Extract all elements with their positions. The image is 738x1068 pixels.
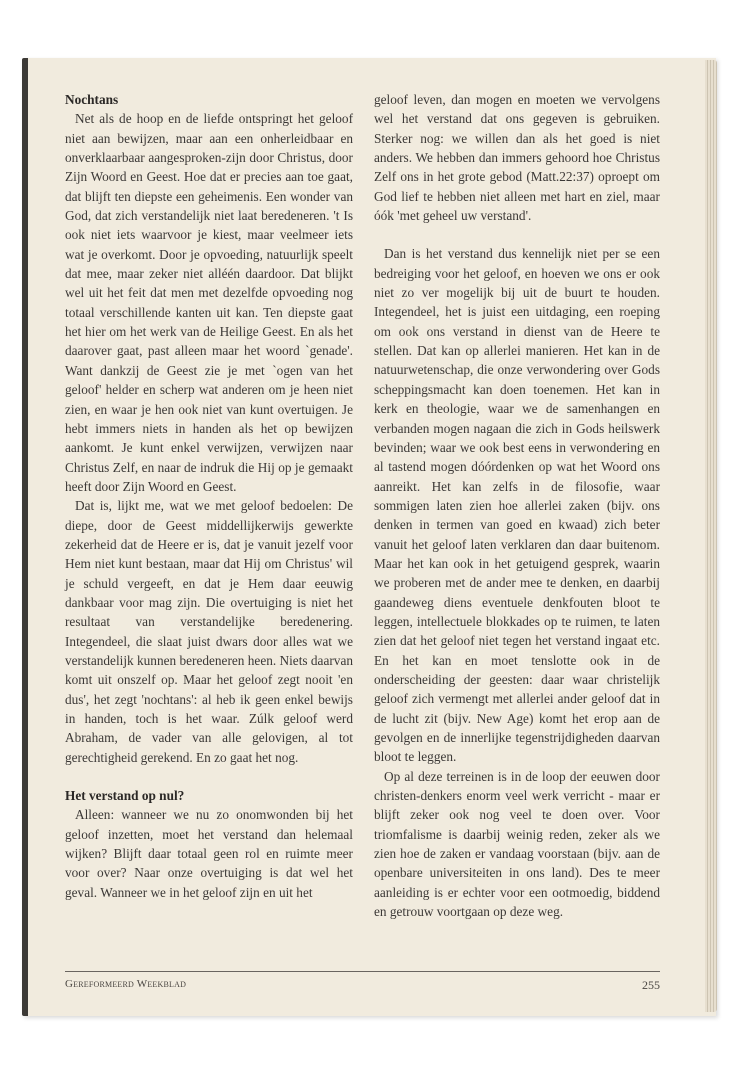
paragraph: Net als de hoop en de liefde ontspringt het geloof niet aan bewijzen, maar aan een onherleidbaar en onverklaarbaar aangesproken-zijn door Christus, door Zijn Woord en Geest. Hoe dat er precies aan toe gaat, dat blijft ten diepste een geheimenis. Een wonder van God, dat zich verstandelijk niet laat beredeneren. 't Is ook niet iets waarvoor je kiest, maar veelmeer iets wat je overkomt. Door je opvoeding, natuurlijk speelt dat mee, maar zeker niet alléén daardoor. Dat blijkt wel uit het feit dat men met dezelfde opvoeding nog totaal verschillende kanten uit kan. Ten diepste gaat het hier om het werk van de Heilige Geest. En als het daarover gaat, past alleen maar het woord `genade'. Want dankzij de Geest zie je met `ogen van het geloof' helder en scherp wat anderen om je heen niet zien, en waar je hen ook niet van kunt overtuigen. Je hebt immers niets in handen als het op bewijzen aankomt. Je kunt enkel verwijzen, verwijzen naar Christus Zelf, en naar de indruk die Hij op je gemaakt heeft door Zijn Woord en Geest.	[65, 111, 353, 494]
page-edge-stack	[705, 60, 717, 1012]
paragraph: Dat is, lijkt me, wat we met geloof bedoelen: De diepe, door de Geest middellijkerwijs gewerkte zekerheid dat de Heere er is, dat je vanuit jezelf voor Hem niet kunt bestaan, maar dat Hij om Christus' wil je schuld vergeeft, en dat je Hem daar eeuwig dankbaar voor mag zijn. Die overtuiging is niet het resultaat van verstandelijke beredenering. Integendeel, die slaat juist dwars door alles wat we verstandelijk kunnen beredeneren heen. Niets daarvan komt uit onszelf op. Maar het geloof zegt nooit 'en dus', het zegt 'nochtans': al heb ik geen enkel bewijs in handen, toch is het waar. Zúlk geloof werd Abraham, de vader van alle gelovigen, al tot gerechtigheid gerekend. En zo gaat het nog.	[65, 498, 353, 765]
paragraph: Op al deze terreinen is in de loop der eeuwen door christen-denkers enorm veel werk verricht - maar er blijft zeker ook nog veel te doen over. Voor triomfalisme is daarbij weinig reden, zeker als we zien hoe de zaken er vandaag voorstaan (bijv. aan de openbare universiteiten in ons land). Des te meer aanleiding is er echter voor een ootmoedig, biddend en getrouw voortgaan op deze weg.	[374, 768, 660, 920]
footer-page-number: 255	[642, 978, 660, 992]
paragraph: Dan is het verstand dus kennelijk niet per se een bedreiging voor het geloof, en hoeven we ons er ook niet zo ver mogelijk bij uit de buurt te houden. Integendeel, het is juist een uitdaging, een roeping om ook ons verstand in dienst van de Heere te stellen. Dat kan op allerlei manieren. Het kan in de natuurwetenschap, die onze verwondering over Gods scheppingsmacht kan doen toenemen. Het kan in kerk en theologie, waar we de samenhangen en verbanden mogen nagaan die zich in Gods heilswerk bevinden; waar we ook best eens in verwondering en al tastend mogen dóórdenken op wat het Woord ons aanreikt. Het kan zelfs in de filosofie, waar sommigen laten zien hoe allerlei zaken (bijv. ons denken in termen van goed en kwaad) zich beter vanuit het geloof laten verklaren dan daar buitenom. Maar het kan ook in het getuigend gesprek, waarin we proberen met de ander mee te denken, en daarbij gaandeweg diens eventuele denkfouten bloot te leggen, intellectuele blokkades op te ruimen, te laten zien dat het geloof niet tegen het verstand ingaat etc. En het kan en moet tenslotte ook in de onderscheiding der geesten: daar waar christelijk geloof zich vermengt met allerlei ander geloof dat in de lucht zit (bijv. New Age) komt het erop aan de gevolgen en de innerlijke tegenstrijdigheden daarvan bloot te leggen.	[374, 246, 660, 765]
section-heading-verstand: Het verstand op nul?	[65, 788, 185, 804]
footer-publication: Gereformeerd Weekblad	[65, 978, 187, 990]
footer-rule	[65, 971, 660, 972]
paragraph: geloof leven, dan mogen en moeten we vervolgens wel het verstand dat ons gegeven is gebruiken. Sterker nog: we willen dan als het goed is niet anders. We hebben dan immers gehoord hoe Christus Zelf ons in het grote gebod (Matt.22:37) oproept om God lief te hebben niet alleen met hart en ziel, maar óók 'met geheel uw verstand'.	[374, 92, 660, 224]
left-column	[65, 90, 353, 902]
right-column	[374, 90, 660, 921]
section-heading-nochtans: Nochtans	[65, 92, 119, 107]
paragraph: Alleen: wanneer we nu zo onomwonden bij het geloof inzetten, moet het verstand dan helemaal wijken? Blijft daar totaal geen rol en ruimte meer voor over? Naar onze overtuiging is dat wel het geval. Wanneer we in het geloof zijn en uit het	[65, 807, 353, 900]
